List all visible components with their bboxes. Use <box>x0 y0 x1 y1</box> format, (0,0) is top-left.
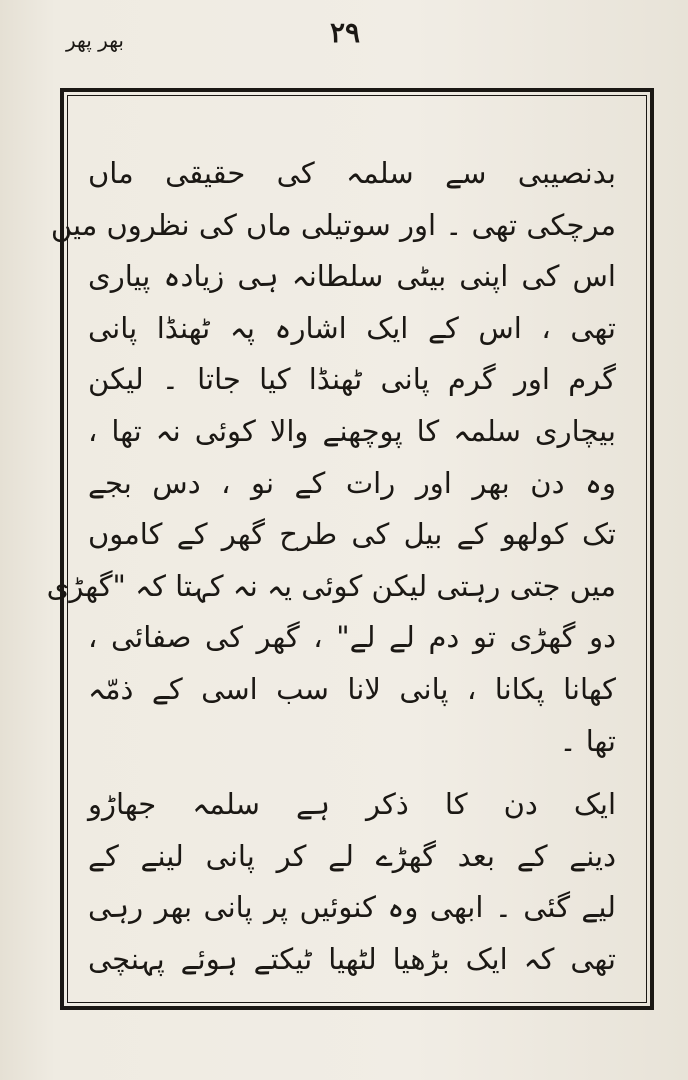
text-line: بدنصیبی سے سلمہ کی حقیقی ماں <box>88 156 616 190</box>
text-line: تھی کہ ایک بڑھیا لٹھیا ٹیکتے ہوئے پہنچی <box>88 941 616 976</box>
text-line: گرم اور گرم پانی ٹھنڈا کیا جاتا ۔ لیکن <box>88 362 616 397</box>
paragraph-end-line: تھا ۔ <box>559 723 616 758</box>
text-line: میں جتی رہتی لیکن کوئی یہ نہ کہتا کہ "گھڑی <box>46 568 616 603</box>
text-line: تک کولھو کے بیل کی طرح گھر کے کاموں <box>88 517 616 552</box>
text-line: ایک دن کا ذکر ہے سلمہ جھاڑو <box>88 787 616 822</box>
text-line: بیچاری سلمہ کا پوچھنے والا کوئی نہ تھا ، <box>88 413 616 448</box>
page-number: ۲۹ <box>330 16 361 49</box>
text-line: کھانا پکانا ، پانی لانا سب اسی کے ذمّہ <box>88 671 616 706</box>
text-line: وہ دن بھر اور رات کے نو ، دس بجے <box>88 465 616 500</box>
running-header-title: بھر پھر <box>66 28 124 52</box>
text-line: اس کی اپنی بیٹی سلطانہ ہی زیادہ پیاری <box>88 259 616 294</box>
body-text <box>46 148 616 986</box>
text-line: مرچکی تھی ۔ اور سوتیلی ماں کی نظروں میں <box>50 207 616 242</box>
text-line: دو گھڑی تو دم لے لے" ، گھر کی صفائی ، <box>88 620 616 655</box>
text-line: تھی ، اس کے ایک اشارہ پہ ٹھنڈا پانی <box>88 310 616 345</box>
text-line: لیے گئی ۔ ابھی وہ کنوئیں پر پانی بھر رہی <box>88 890 616 925</box>
text-line: دینے کے بعد گھڑے لے کر پانی لینے کے <box>88 838 616 873</box>
